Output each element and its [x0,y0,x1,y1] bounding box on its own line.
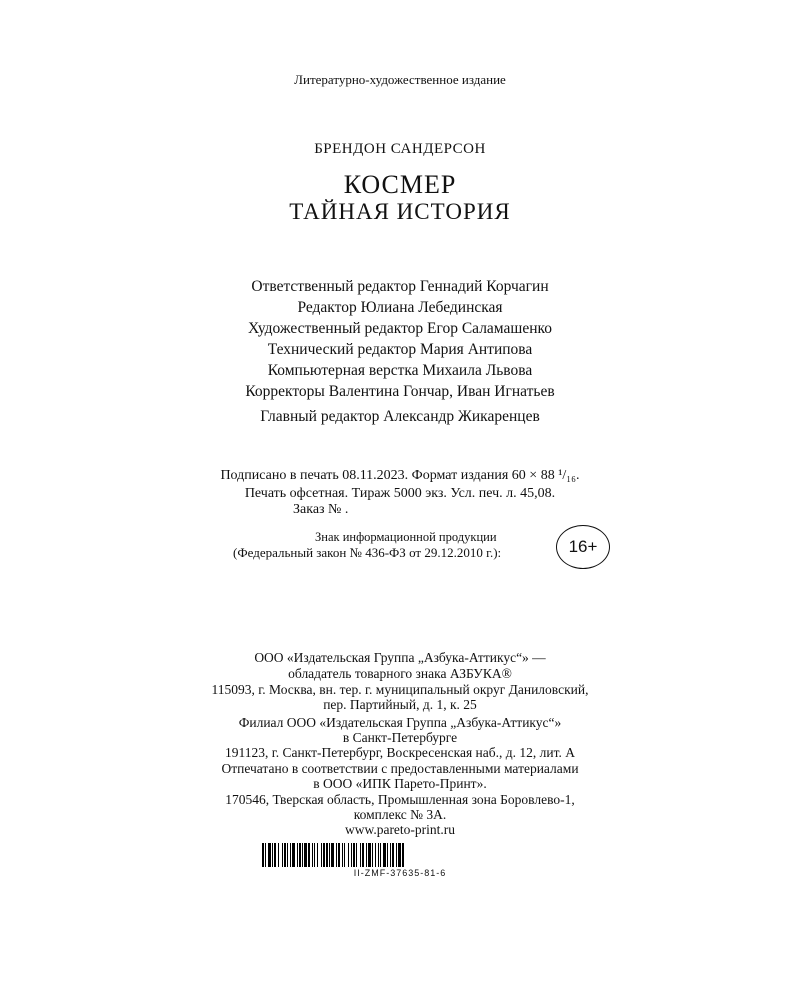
publisher-line: 191123, г. Санкт-Петербург, Воскресенская наб., д. 12, лит. А [225,745,575,760]
publisher-line: Филиал ООО «Издательская Группа „Азбука-Аттикус“» [238,715,562,730]
info-sign-label: Знак информационной продукции [315,530,497,544]
info-sign-law: (Федеральный закон № 436-ФЗ от 29.12.2010 г.): [233,545,502,560]
book-title-line-1: КОСМЕР [343,170,457,199]
publisher-line: в ООО «ИПК Парето-Принт». [313,776,487,791]
barcode-icon [262,843,536,867]
credit-line: Корректоры Валентина Гончар, Иван Игнатьев [245,383,555,400]
publisher-line: комплекс № 3А. [353,807,447,822]
order-number: Заказ № . [293,502,349,517]
publisher-line: ООО «Издательская Группа „Азбука-Аттикус“» — [254,650,546,665]
print-info-line: Подписано в печать 08.11.2023. Формат издания 60 × 88 ¹/₁₆. [220,468,580,483]
publisher-line: пер. Партийный, д. 1, к. 25 [323,697,477,712]
credit-line: Ответственный редактор Геннадий Корчагин [251,278,549,295]
publisher-line: в Санкт-Петербурге [342,730,458,745]
barcode-number: II-ZMF-37635-81-6 [353,868,447,878]
age-rating-badge: 16+ [556,525,610,569]
book-title-line-2: ТАЙНАЯ ИСТОРИЯ [289,199,511,224]
credit-line: Компьютерная верстка Михаила Львова [267,362,533,379]
author-name: БРЕНДОН САНДЕРСОН [314,141,486,157]
credit-line: Художественный редактор Егор Саламашенко [248,320,552,337]
publisher-line: Отпечатано в соответствии с предоставленными материалами [221,761,579,776]
publisher-website: www.pareto-print.ru [344,822,456,837]
credit-line: Технический редактор Мария Антипова [267,341,533,358]
print-info-line: Печать офсетная. Тираж 5000 экз. Усл. печ. л. 45,08. [244,486,556,501]
credit-line: Редактор Юлиана Лебединская [297,299,503,316]
publisher-line: 170546, Тверская область, Промышленная зона Боровлево-1, [225,792,575,807]
publisher-line: обладатель товарного знака АЗБУКА® [288,666,512,681]
chief-editor: Главный редактор Александр Жикаренцев [260,408,540,425]
genre-label: Литературно-художественное издание [294,72,506,87]
publisher-line: 115093, г. Москва, вн. тер. г. муниципальный округ Даниловский, [211,682,589,697]
